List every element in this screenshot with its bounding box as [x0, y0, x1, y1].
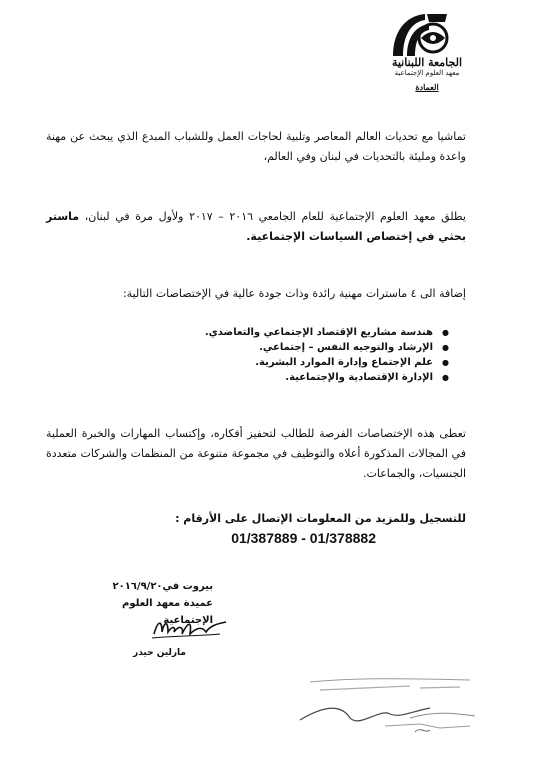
list-item: ● علم الإجتماع وإدارة الموارد البشرية. — [113, 355, 433, 370]
contact-text: للتسجيل وللمزيد من المعلومات الإتصال على الأرقام : — [175, 512, 466, 525]
university-logo-icon — [385, 12, 455, 58]
contact-numbers: 01/387889 - 01/378882 — [231, 530, 376, 546]
signer-title: عميدة معهد العلوم الإجتماعية — [122, 598, 213, 626]
office-name: العمادة — [415, 82, 439, 92]
signature-icon — [150, 614, 230, 642]
list-item: ● الإدارة الإقتصادية والإجتماعية. — [113, 370, 433, 385]
opportunity-paragraph: تعطى هذه الإختصاصات الفرصة للطالب لتحفيز أفكاره، وإكتساب المهارات والخبرة العملية في المجالات المذكورة أعلاه والتوظيف في مجموعة متنوعة من المنظمات والشركات متعددة الجنسيات، والجماعات. — [46, 427, 466, 480]
intro-paragraph: تماشيا مع تحديات العالم المعاصر وتلبية لحاجات العمل وللشباب المبدع الذي يبحث عن مهنة واعدة ومليئة بالتحديات في لبنان وفي العالم، — [46, 130, 466, 163]
contact-block — [46, 510, 466, 548]
additional-paragraph: إضافة الى ٤ ماسترات مهنية رائدة وذات جودة عالية في الإختصاصات التالية: — [122, 287, 466, 300]
announcement-highlight: ماستر بحثي في إختصاص السياسات الإجتماعية. — [46, 210, 466, 243]
institute-stamp-icon — [290, 668, 490, 748]
date-line: بيروت في٢٠١٦/٩/٢٠ — [112, 581, 213, 592]
list-item: ● هندسة مشاريع الإقتصاد الإجتماعي والتعاضدي. — [113, 325, 433, 340]
announcement-text: يطلق معهد العلوم الإجتماعية للعام الجامعي ٢٠١٦ – ٢٠١٧ ولأول مرة في لبنان، — [84, 210, 466, 223]
logo-caption — [372, 56, 482, 93]
list-item: ● الإرشاد والتوجيه النفس – إجتماعي. — [113, 340, 433, 355]
announcement-paragraph — [46, 207, 466, 247]
specializations-list — [113, 325, 449, 385]
university-name: الجامعة اللبنانية — [391, 56, 463, 69]
signer-name: مارلين حيدر — [133, 648, 186, 658]
institute-name: معهد العلوم الإجتماعية — [394, 69, 460, 77]
